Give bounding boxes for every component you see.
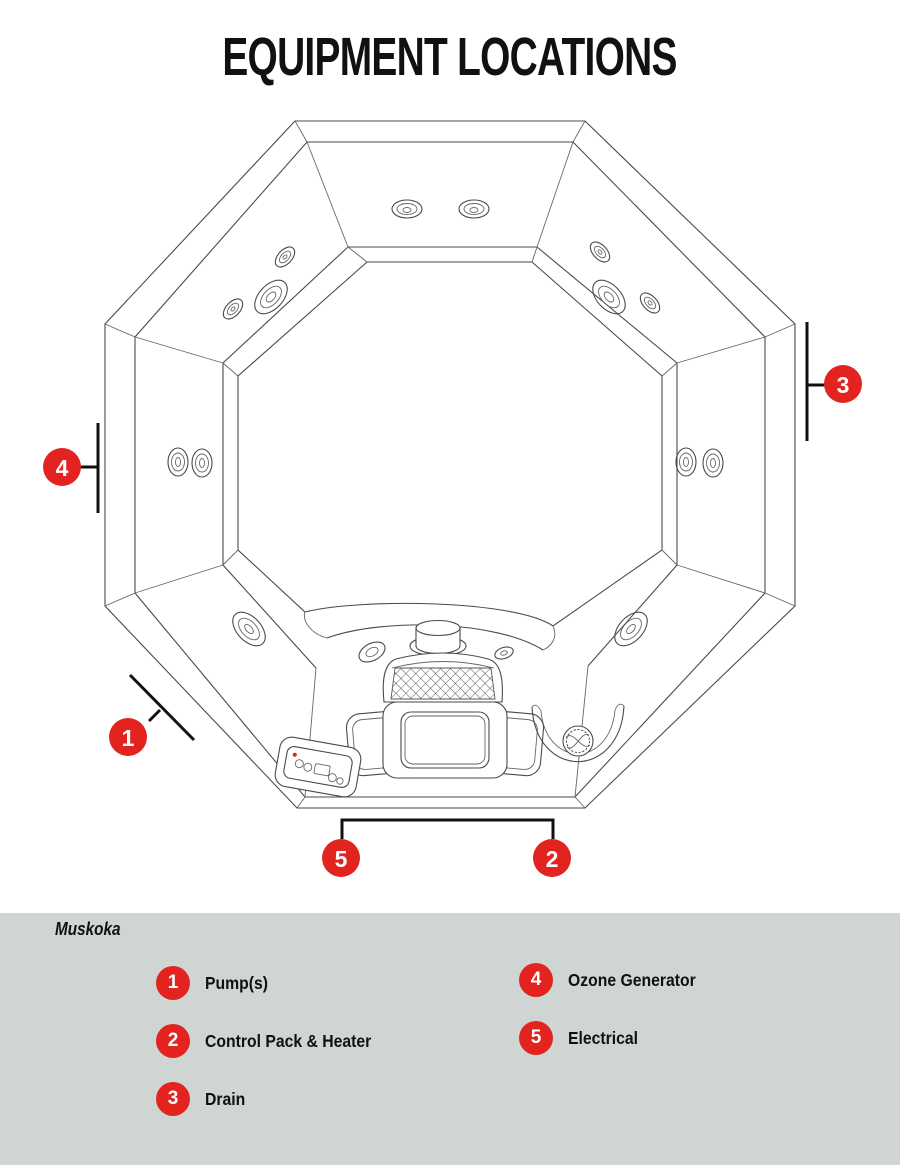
callout-badge-4 xyxy=(43,448,81,486)
legend-label-4: Ozone Generator xyxy=(568,969,696,990)
legend-badge-2 xyxy=(156,1024,190,1058)
model-name: Muskoka xyxy=(55,919,121,939)
callout-number-3: 3 xyxy=(836,372,850,398)
legend-item-ozone xyxy=(519,963,710,997)
jet-lower-left-large xyxy=(227,606,272,652)
legend-item-control-pack xyxy=(156,1024,390,1058)
legend-label-1: Pump(s) xyxy=(205,972,268,993)
jet-upper-left-small-2 xyxy=(220,295,247,322)
legend-number-5: 5 xyxy=(530,1027,542,1048)
jets xyxy=(168,200,723,652)
legend-item-drain xyxy=(156,1082,390,1116)
diverter-knob xyxy=(410,621,466,657)
jet-top-2 xyxy=(459,200,489,218)
control-keypad xyxy=(273,735,362,798)
jet-upper-left-large xyxy=(249,274,294,320)
legend-label-2: Control Pack & Heater xyxy=(205,1030,372,1051)
legend-number-2: 2 xyxy=(167,1030,179,1051)
callout-line-4 xyxy=(79,423,98,513)
callout-badge-3 xyxy=(824,365,862,403)
swirl-jet-pocket xyxy=(532,704,624,761)
legend-number-3: 3 xyxy=(167,1088,179,1109)
legend-label-3: Drain xyxy=(205,1088,246,1109)
legend-number-4: 4 xyxy=(530,969,542,990)
legend-badge-1 xyxy=(156,966,190,1000)
legend-label-5: Electrical xyxy=(568,1027,639,1048)
jet-right-2 xyxy=(703,449,723,477)
legend-badge-3 xyxy=(156,1082,190,1116)
callout-number-4: 4 xyxy=(55,455,69,481)
callout-line-3 xyxy=(807,322,826,441)
air-control-left xyxy=(356,638,389,666)
jet-upper-right-small-2 xyxy=(637,289,664,316)
callout-number-1: 1 xyxy=(121,725,135,751)
jet-upper-left-small-1 xyxy=(272,243,299,270)
jet-left-1 xyxy=(168,448,188,476)
jet-upper-right-small-1 xyxy=(587,238,614,265)
jet-right-1 xyxy=(676,448,696,476)
page-title-text: EQUIPMENT LOCATIONS xyxy=(222,27,678,87)
front-console xyxy=(273,621,624,799)
legend-column-2 xyxy=(519,963,710,1055)
legend-item-pumps xyxy=(156,966,390,1000)
jet-top-1 xyxy=(392,200,422,218)
callout-badge-1 xyxy=(109,718,147,756)
callout-badge-5 xyxy=(322,839,360,877)
legend-badge-5 xyxy=(519,1021,553,1055)
legend-number-1: 1 xyxy=(167,972,179,993)
filter-grille xyxy=(383,653,502,702)
legend-item-electrical xyxy=(519,1021,710,1055)
jet-left-2 xyxy=(192,449,212,477)
legend-panel xyxy=(0,913,900,1165)
legend-badge-4 xyxy=(519,963,553,997)
callout-badge-2 xyxy=(533,839,571,877)
legend-column-1 xyxy=(156,966,390,1116)
callout-number-5: 5 xyxy=(334,846,348,872)
filter-access-panel xyxy=(383,702,507,778)
air-control-right xyxy=(493,645,514,661)
jet-upper-right-large xyxy=(587,274,632,320)
jet-lower-right-large xyxy=(609,606,654,652)
callout-number-2: 2 xyxy=(545,846,559,872)
callout-bracket-5-2 xyxy=(342,820,553,839)
